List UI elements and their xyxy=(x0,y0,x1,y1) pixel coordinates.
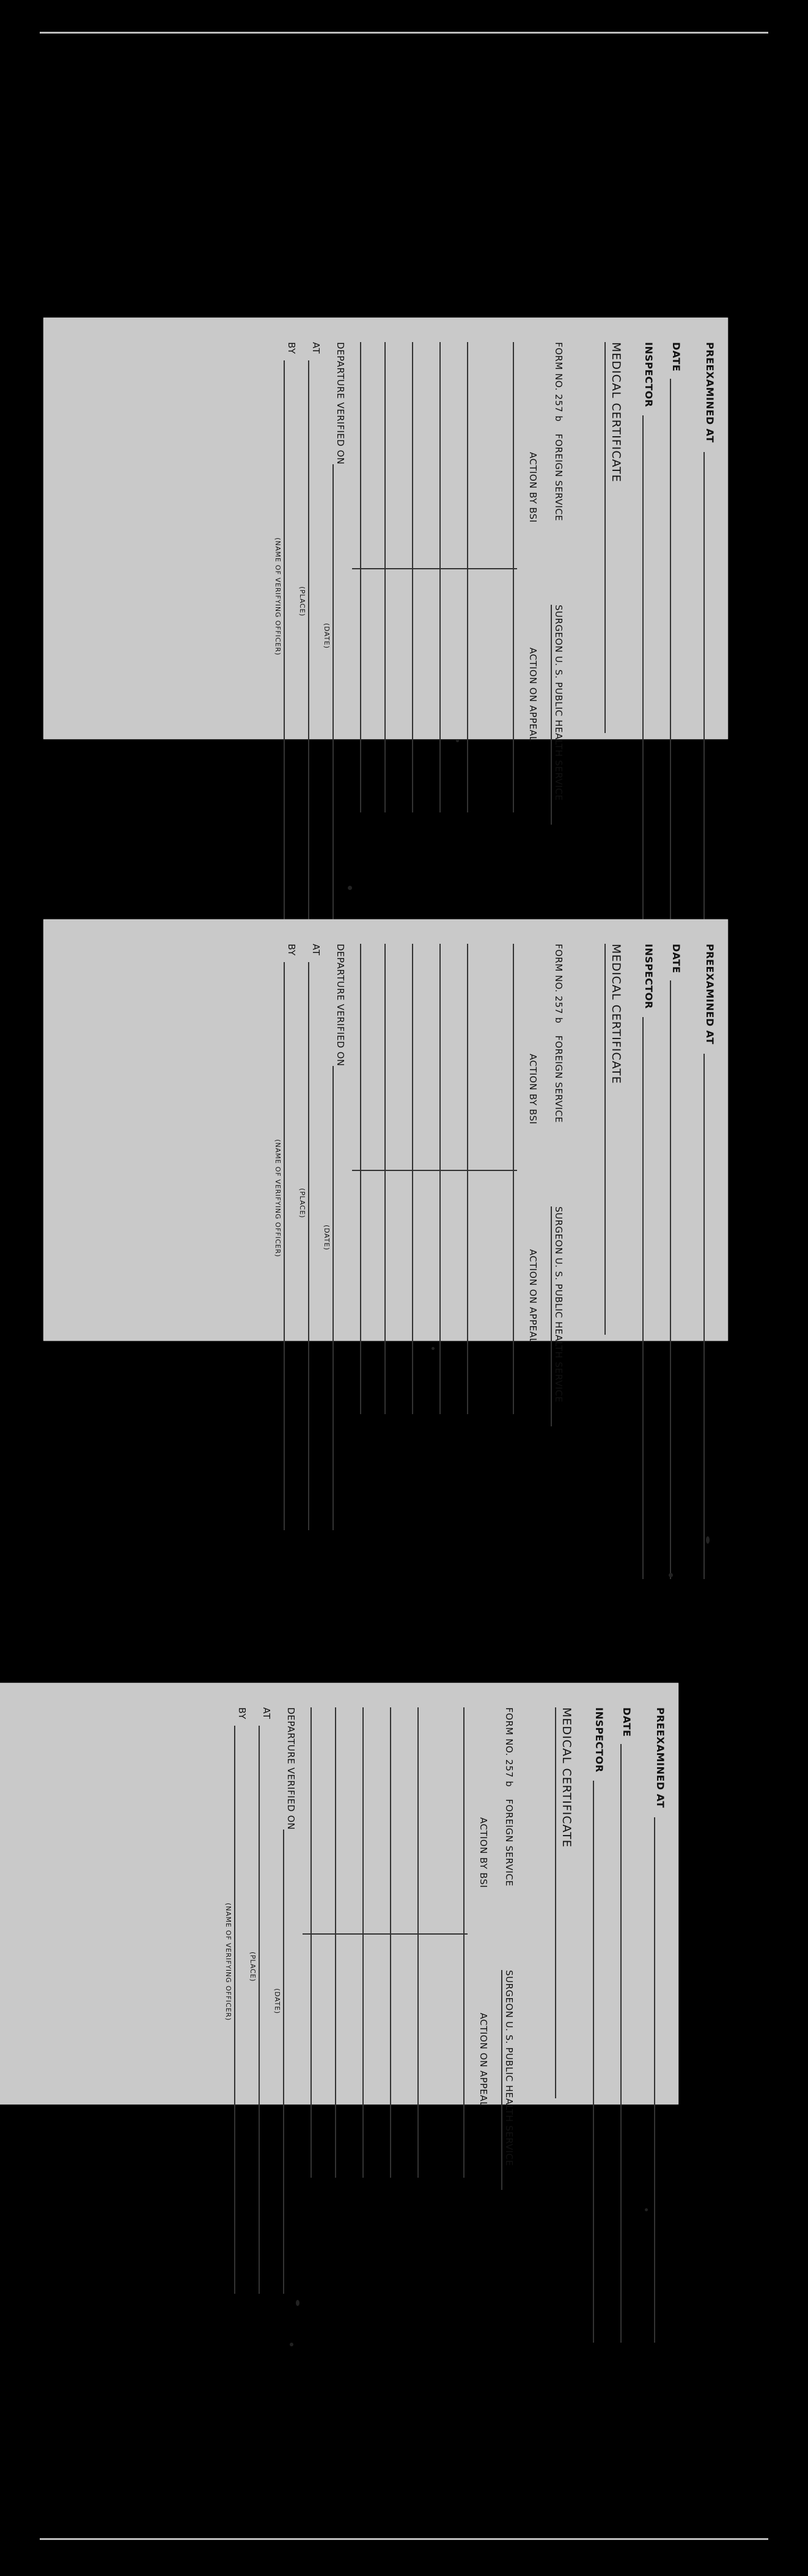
at-line xyxy=(308,962,309,1530)
medical-certificate-card-2 xyxy=(43,919,728,1403)
departure-verified-label: DEPARTURE VERIFIED ON xyxy=(335,342,346,465)
column-divider xyxy=(303,1933,468,1935)
preexamined-at-line xyxy=(703,1054,705,1579)
departure-verified-label: DEPARTURE VERIFIED ON xyxy=(285,1707,296,1830)
table-line-4 xyxy=(362,1707,364,2178)
table-line-4 xyxy=(412,342,413,812)
by-label: BY xyxy=(286,342,297,354)
at-line xyxy=(259,1726,260,2294)
form-number: FORM NO. 257 b xyxy=(553,342,564,422)
column-divider xyxy=(352,1170,517,1171)
surgeon-label: SURGEON U. S. PUBLIC HEALTH SERVICE xyxy=(504,1970,515,2166)
by-line xyxy=(284,962,285,1530)
inspector-label: INSPECTOR xyxy=(593,1707,605,1773)
inspector-line xyxy=(593,1781,594,2343)
column-divider xyxy=(352,568,517,569)
action-on-appeal-label: ACTION ON APPEAL xyxy=(527,648,538,742)
at-label: AT xyxy=(310,342,321,354)
table-line-5 xyxy=(335,1707,336,2178)
medical-certificate-card-3 xyxy=(0,1683,678,2166)
inspector-line xyxy=(642,1017,644,1579)
date-line xyxy=(670,980,671,1579)
ink-mark xyxy=(456,739,459,742)
departure-line xyxy=(332,1066,334,1530)
ink-mark xyxy=(348,886,352,890)
certificate-title: MEDICAL CERTIFICATE xyxy=(609,342,623,483)
officer-caption: (NAME OF VERIFYING OFFICER) xyxy=(224,1903,232,2021)
surgeon-line xyxy=(551,605,552,825)
date-label: DATE xyxy=(670,944,682,974)
date-caption: (DATE) xyxy=(323,623,331,649)
ink-mark xyxy=(645,2208,648,2211)
table-line-1 xyxy=(463,1707,465,2178)
surgeon-label: SURGEON U. S. PUBLIC HEALTH SERVICE xyxy=(553,605,564,801)
certificate-line xyxy=(604,944,606,1335)
table-line-2 xyxy=(467,342,468,812)
ink-mark xyxy=(706,1536,710,1544)
ink-mark xyxy=(432,1347,435,1350)
preexamined-at-label: PREEXAMINED AT xyxy=(704,342,716,443)
action-by-bsi-label: ACTION BY BSI xyxy=(478,1817,489,1888)
form-number: FORM NO. 257 b xyxy=(553,944,564,1024)
place-caption: (PLACE) xyxy=(249,1952,257,1982)
table-line-4 xyxy=(412,944,413,1414)
date-caption: (DATE) xyxy=(323,1225,331,1251)
table-line-3 xyxy=(439,944,441,1414)
action-on-appeal-label: ACTION ON APPEAL xyxy=(527,1249,538,1344)
medical-certificate-card-1 xyxy=(43,318,728,801)
table-line-3 xyxy=(439,342,441,812)
surgeon-line xyxy=(501,1970,502,2190)
certificate-title: MEDICAL CERTIFICATE xyxy=(560,1707,573,1848)
certificate-title: MEDICAL CERTIFICATE xyxy=(609,944,623,1084)
by-label: BY xyxy=(237,1707,248,1720)
table-line-6 xyxy=(360,944,361,1414)
departure-verified-label: DEPARTURE VERIFIED ON xyxy=(335,944,346,1067)
table-line-6 xyxy=(310,1707,312,2178)
place-caption: (PLACE) xyxy=(298,1188,306,1219)
service-label: FOREIGN SERVICE xyxy=(504,1799,515,1887)
at-line xyxy=(308,360,309,929)
inspector-label: INSPECTOR xyxy=(643,944,655,1009)
table-line-2 xyxy=(417,1707,419,2178)
by-label: BY xyxy=(286,944,297,956)
service-label: FOREIGN SERVICE xyxy=(553,434,564,522)
date-line xyxy=(670,379,671,977)
by-line xyxy=(234,1726,235,2294)
inspector-line xyxy=(642,415,644,977)
departure-line xyxy=(283,1830,284,2294)
officer-caption: (NAME OF VERIFYING OFFICER) xyxy=(274,1139,282,1258)
table-line-6 xyxy=(360,342,361,812)
form-number: FORM NO. 257 b xyxy=(504,1707,515,1787)
at-label: AT xyxy=(310,944,321,956)
ink-mark xyxy=(290,2343,293,2346)
action-by-bsi-label: ACTION BY BSI xyxy=(527,452,538,523)
by-line xyxy=(284,360,285,929)
preexamined-at-label: PREEXAMINED AT xyxy=(704,944,716,1045)
table-line-1 xyxy=(513,944,514,1414)
officer-caption: (NAME OF VERIFYING OFFICER) xyxy=(274,538,282,656)
service-label: FOREIGN SERVICE xyxy=(553,1035,564,1123)
action-on-appeal-label: ACTION ON APPEAL xyxy=(478,2013,489,2107)
table-line-5 xyxy=(384,342,386,812)
certificate-line xyxy=(604,342,606,733)
departure-line xyxy=(332,464,334,929)
ink-mark xyxy=(296,2300,299,2306)
table-line-5 xyxy=(384,944,386,1414)
preexamined-at-line xyxy=(703,452,705,977)
date-caption: (DATE) xyxy=(273,1988,281,2015)
certificate-line xyxy=(555,1707,556,2098)
table-line-1 xyxy=(513,342,514,812)
ink-mark xyxy=(669,1573,673,1577)
table-line-2 xyxy=(467,944,468,1414)
date-label: DATE xyxy=(670,342,682,372)
preexamined-at-label: PREEXAMINED AT xyxy=(655,1707,666,1808)
bottom-border-line xyxy=(40,2538,768,2540)
preexamined-at-line xyxy=(654,1817,655,2343)
surgeon-label: SURGEON U. S. PUBLIC HEALTH SERVICE xyxy=(553,1206,564,1403)
action-by-bsi-label: ACTION BY BSI xyxy=(527,1054,538,1125)
date-label: DATE xyxy=(621,1707,633,1737)
place-caption: (PLACE) xyxy=(298,586,306,617)
table-line-3 xyxy=(390,1707,391,2178)
date-line xyxy=(620,1744,622,2343)
inspector-label: INSPECTOR xyxy=(643,342,655,407)
top-border-line xyxy=(40,32,768,34)
surgeon-line xyxy=(551,1206,552,1426)
at-label: AT xyxy=(261,1707,272,1720)
